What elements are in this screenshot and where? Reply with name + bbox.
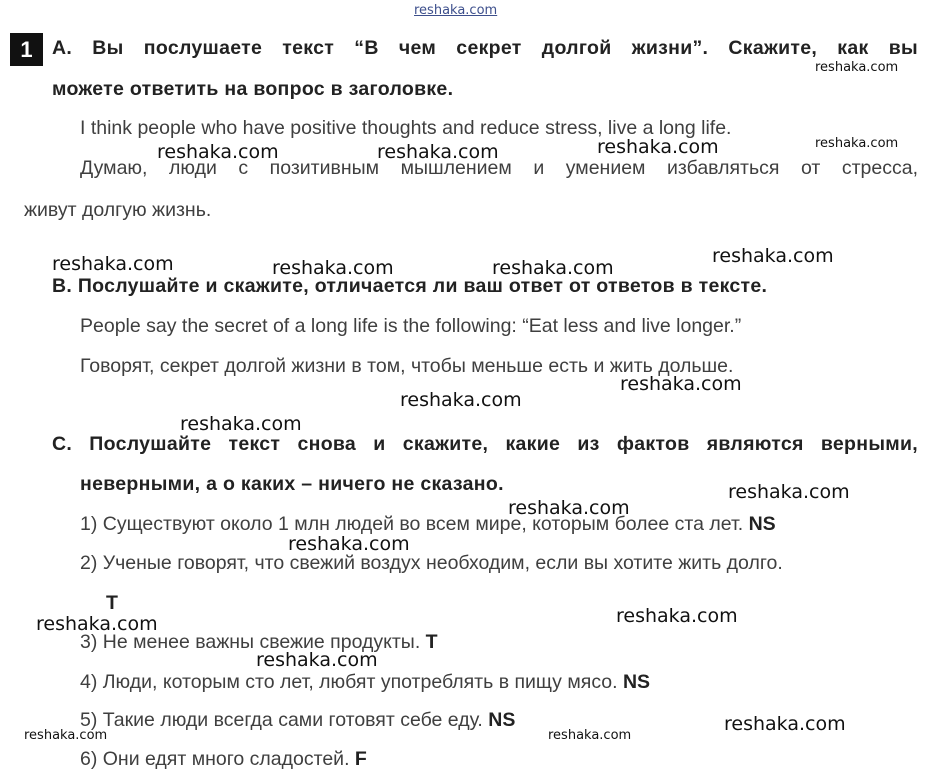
exercise-number: 1	[20, 36, 33, 62]
statement-2	[80, 552, 783, 575]
watermark: reshaka.com	[256, 649, 378, 671]
watermark: reshaka.com	[815, 60, 899, 75]
statement-text: 2) Ученые говорят, что свежий воздух необходим, если вы хотите жить долго.	[80, 552, 783, 574]
statement-text: 5) Такие люди всегда сами готовят себе еду.	[80, 709, 483, 731]
watermark: reshaka.com	[597, 136, 719, 158]
statement-4	[80, 671, 650, 694]
part-c-heading-line1: C. Послушайте текст снова и скажите, какие из фактов являются верными,	[52, 433, 918, 455]
part-a-russian-line1: Думаю, люди с позитивным мышлением и умением избавляться от стресса,	[80, 157, 918, 179]
watermark: reshaka.com	[157, 141, 279, 163]
statement-text: 1) Существуют около 1 млн людей во всем мире, которым более ста лет.	[80, 513, 744, 535]
statement-answer: NS	[488, 709, 516, 731]
statement-answer: T	[425, 631, 438, 653]
statement-text: 3) Не менее важны свежие продукты.	[80, 631, 421, 653]
watermark: reshaka.com	[414, 3, 498, 18]
watermark: reshaka.com	[377, 141, 499, 163]
watermark: reshaka.com	[620, 373, 742, 395]
watermark: reshaka.com	[548, 728, 632, 743]
watermark: reshaka.com	[492, 257, 614, 279]
watermark: reshaka.com	[508, 497, 630, 519]
watermark: reshaka.com	[400, 389, 522, 411]
watermark: reshaka.com	[815, 136, 899, 151]
part-a-russian-line2: живут долгую жизнь.	[24, 199, 212, 221]
statement-answer: NS	[622, 671, 651, 693]
watermark: reshaka.com	[728, 481, 850, 503]
watermark: reshaka.com	[272, 257, 394, 279]
statement-1	[80, 513, 776, 536]
part-a-english-answer: I think people who have positive thoughts and reduce stress, live a long life.	[80, 117, 732, 139]
watermark: reshaka.com	[180, 413, 302, 435]
part-a-heading-line1: A. Вы послушаете текст “В чем секрет долгой жизни”. Скажите, как вы	[52, 37, 918, 59]
watermark: reshaka.com	[24, 728, 108, 743]
statement-answer: NS	[748, 513, 776, 535]
exercise-number-badge	[10, 33, 43, 66]
watermark: reshaka.com	[712, 245, 834, 267]
statement-answer: F	[354, 748, 367, 770]
statement-answer: T	[106, 592, 118, 614]
statement-6	[80, 748, 367, 771]
part-b-russian-answer: Говорят, секрет долгой жизни в том, чтобы меньше есть и жить дольше.	[80, 355, 734, 377]
watermark: reshaka.com	[724, 713, 846, 735]
part-b-heading: B. Послушайте и скажите, отличается ли ваш ответ от ответов в тексте.	[52, 275, 768, 297]
watermark: reshaka.com	[616, 605, 738, 627]
part-b-english-answer: People say the secret of a long life is the following: “Eat less and live longer.”	[80, 315, 742, 337]
watermark: reshaka.com	[52, 253, 174, 275]
statement-text: 4) Люди, которым сто лет, любят употреблять в пищу мясо.	[80, 671, 618, 693]
part-c-heading-line2: неверными, а о каких – ничего не сказано.	[80, 473, 504, 495]
watermark: reshaka.com	[36, 613, 158, 635]
statement-text: 6) Они едят много сладостей.	[80, 748, 350, 770]
part-a-heading-line2: можете ответить на вопрос в заголовке.	[52, 78, 454, 100]
statement-5	[80, 709, 515, 732]
watermark: reshaka.com	[288, 533, 410, 555]
